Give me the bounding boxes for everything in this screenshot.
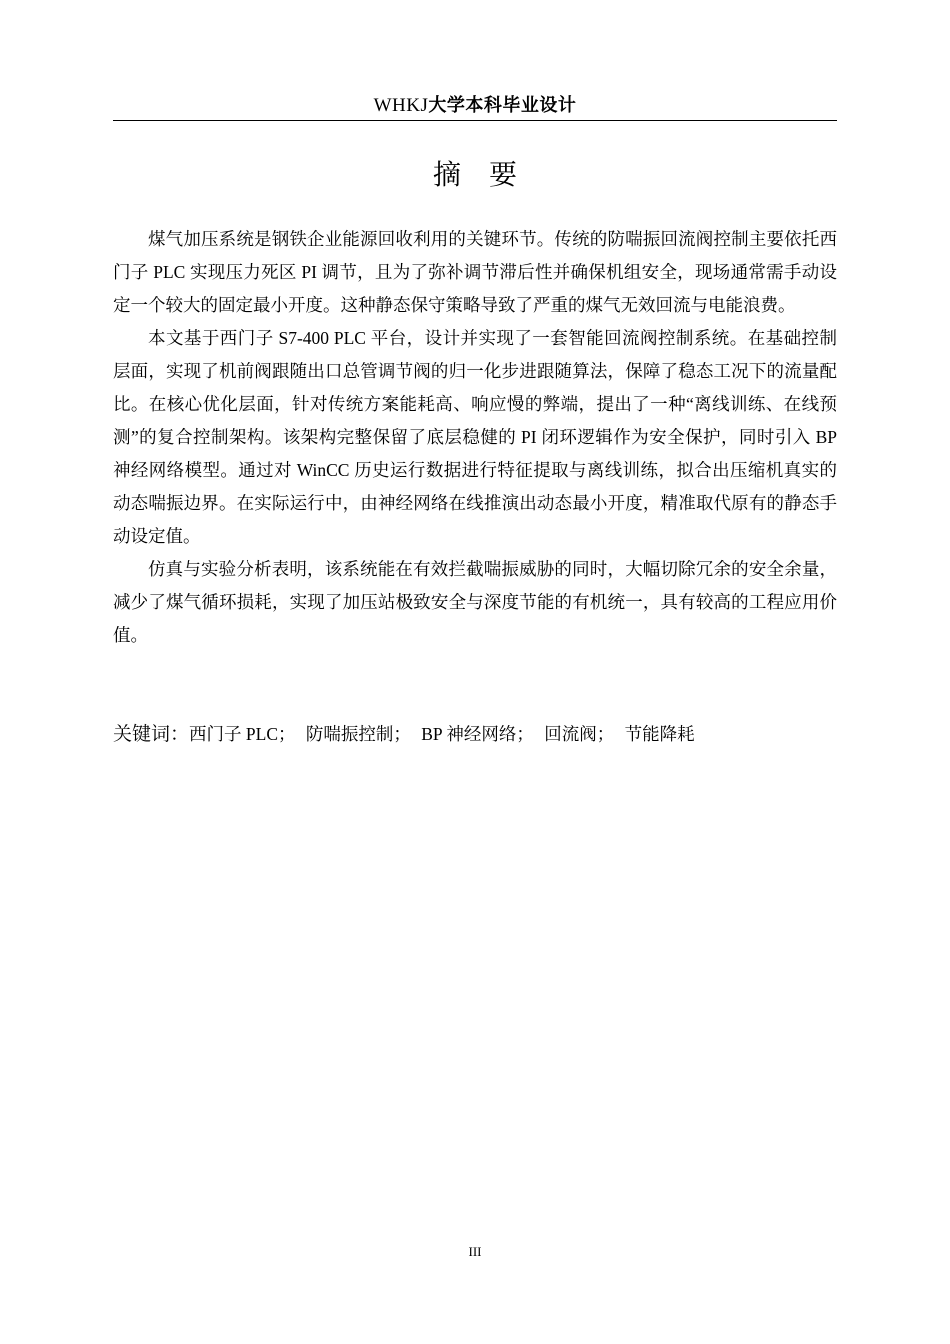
keyword-item: 回流阀； <box>544 724 615 744</box>
page-header <box>113 94 837 118</box>
abstract-paragraph-3: 仿真与实验分析表明，该系统能在有效拦截喘振威胁的同时，大幅切除冗余的安全余量，减少了煤气循环损耗，实现了加压站极致安全与深度节能的有机统一，具有较高的工程应用价值。 <box>113 559 837 645</box>
abstract-body <box>113 223 837 652</box>
header-latin: WHKJ <box>373 95 429 116</box>
keyword-item: BP 神经网络； <box>421 724 534 744</box>
keyword-item: 防喘振控制； <box>305 724 411 744</box>
keyword-item: 西门子 PLC； <box>189 724 296 744</box>
header-rule <box>113 120 837 121</box>
keywords-label: 关键词： <box>113 723 190 745</box>
abstract-title: 摘要 <box>432 158 545 191</box>
header-title: 大学本科毕业设计 <box>428 95 577 116</box>
abstract-paragraph-1: 煤气加压系统是钢铁企业能源回收利用的关键环节。传统的防喘振回流阀控制主要依托西门子 PLC 实现压力死区 PI 调节，且为了弥补调节滞后性并确保机组安全，现场通常需手动设定一个较大的固定最小开度。这种静态保守策略导致了严重的煤气无效回流与电能浪费。 <box>113 229 837 315</box>
page-number: III <box>468 1244 482 1259</box>
keywords-line <box>113 718 837 751</box>
abstract-paragraph-2: 本文基于西门子 S7-400 PLC 平台，设计并实现了一套智能回流阀控制系统。在基础控制层面，实现了机前阀跟随出口总管调节阀的归一化步进跟随算法，保障了稳态工况下的流量配比。在核心优化层面，针对传统方案能耗高、响应慢的弊端，提出了一种“离线训练、在线预测”的复合控制架构。该架构完整保留了底层稳健的 PI 闭环逻辑作为安全保护，同时引入 BP 神经网络模型。通过对 WinCC 历史运行数据进行特征提取与离线训练，拟合出压缩机真实的动态喘振边界。在实际运行中，由神经网络在线推演出动态最小开度，精准取代原有的静态手动设定值。 <box>113 328 837 546</box>
keyword-item: 节能降耗 <box>624 724 695 744</box>
